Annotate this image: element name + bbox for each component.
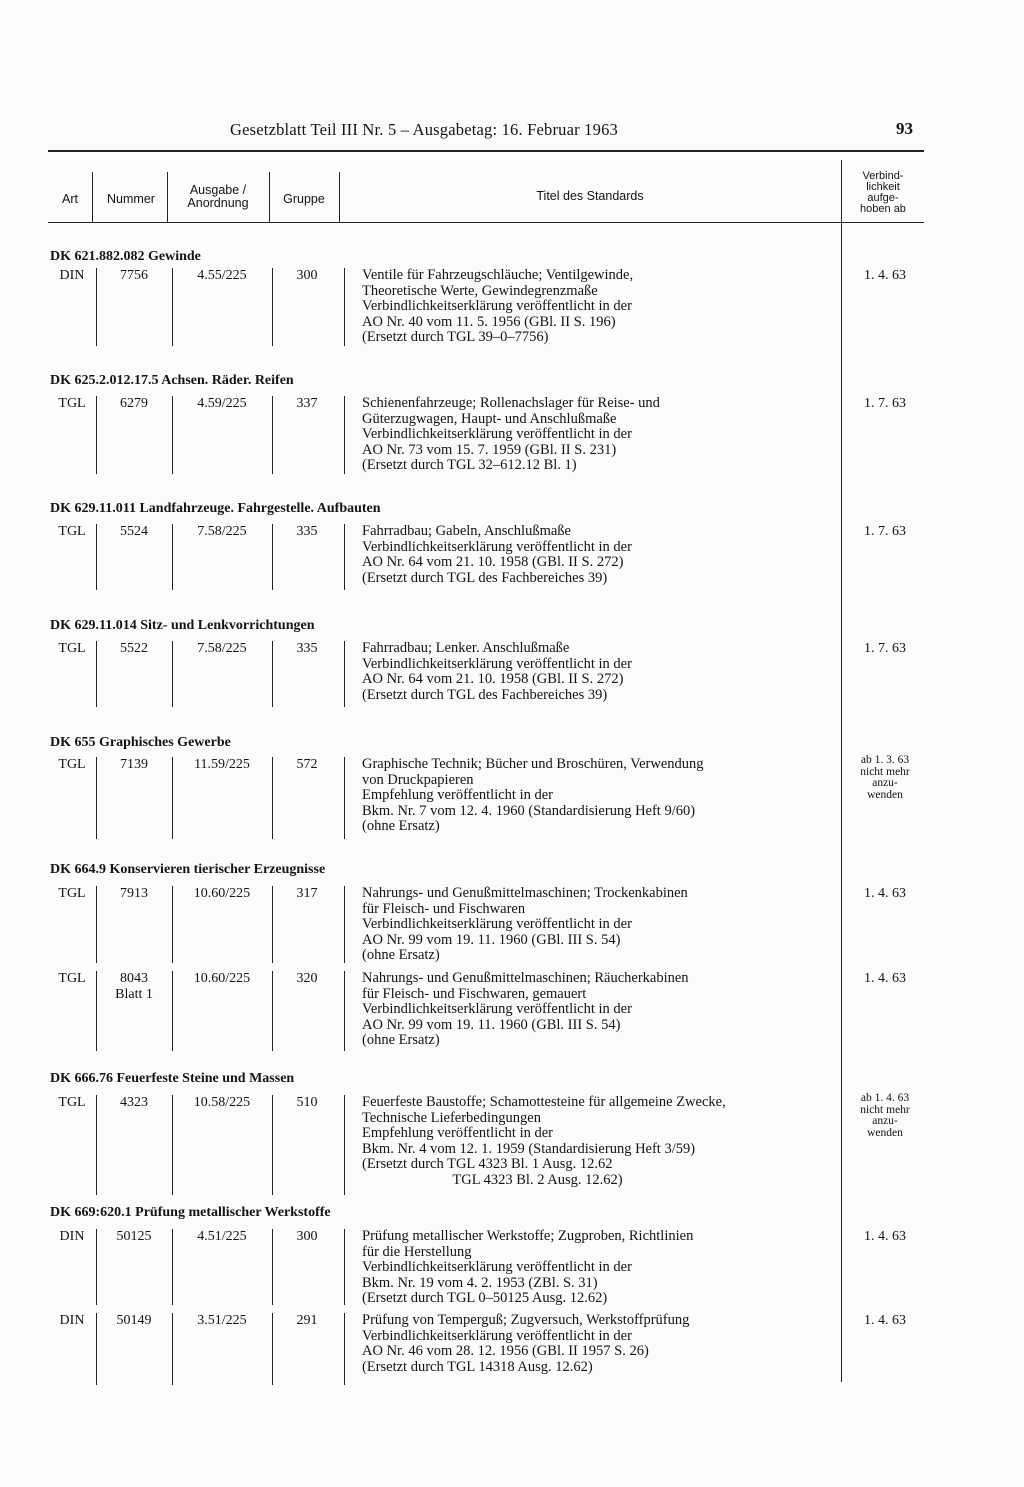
cell-art: TGL (58, 886, 86, 901)
cell-gruppe: 335 (296, 524, 318, 539)
cell-ausgabe: 10.58/225 (193, 1095, 251, 1110)
table-header-rule (48, 222, 924, 223)
column-divider (172, 757, 173, 839)
column-divider (172, 886, 173, 963)
cell-gruppe: 317 (296, 886, 318, 901)
cell-ausgabe: 7.58/225 (197, 524, 247, 539)
cell-ausgabe: 10.60/225 (193, 886, 251, 901)
column-divider (272, 757, 273, 839)
column-divider (96, 971, 97, 1051)
cell-gruppe: 510 (296, 1095, 318, 1110)
cell-titel: Nahrungs- und Genußmittelmaschinen; Räucherkabinen für Fleisch- und Fischwaren, gemauert Verbindlichkeitserklärung veröffentlicht in der AO Nr. 99 vom 19. 11. 1960 (GBl. III S. 54) (ohne Ersatz) (362, 970, 689, 1049)
cell-titel: Prüfung von Temperguß; Zugversuch, Werkstoffprüfung Verbindlichkeitserklärung veröffentlicht in der AO Nr. 46 vom 28. 12. 1956 (GBl. II 1957 S. 26) (Ersetzt durch TGL 14318 Ausg. 12.62) (362, 1312, 690, 1375)
cell-ausgabe: 4.51/225 (197, 1229, 247, 1244)
column-divider (96, 886, 97, 963)
column-divider (96, 268, 97, 346)
cell-aufgehoben: 1. 4. 63 (864, 1313, 906, 1328)
column-divider (172, 641, 173, 707)
column-divider (344, 641, 345, 707)
cell-ausgabe: 4.55/225 (197, 268, 247, 283)
header-rule (48, 150, 924, 152)
column-divider (344, 1095, 345, 1195)
cell-aufgehoben: ab 1. 4. 63 nicht mehr anzu- wenden (860, 1092, 910, 1139)
column-header-titel: Titel des Standards (536, 189, 644, 203)
cell-titel: Nahrungs- und Genußmittelmaschinen; Trockenkabinen für Fleisch- und Fischwaren Verbindlichkeitserklärung veröffentlicht in der AO Nr. 99 vom 19. 11. 1960 (GBl. III S. 54) (ohne Ersatz) (362, 885, 688, 964)
column-divider (272, 1229, 273, 1305)
group-title: DK 625.2.012.17.5 Achsen. Räder. Reifen (50, 373, 294, 388)
header-divider (92, 172, 93, 222)
group-title: DK 655 Graphisches Gewerbe (50, 735, 231, 750)
cell-nummer: 8043 Blatt 1 (115, 971, 153, 1002)
column-divider (172, 1313, 173, 1385)
column-divider (96, 396, 97, 474)
cell-aufgehoben: ab 1. 3. 63 nicht mehr anzu- wenden (860, 754, 910, 801)
column-header-gruppe: Gruppe (283, 192, 325, 206)
cell-gruppe: 300 (296, 1229, 318, 1244)
column-divider (172, 524, 173, 590)
column-divider (96, 1095, 97, 1195)
cell-nummer: 6279 (120, 396, 148, 411)
column-divider (96, 757, 97, 839)
cell-nummer: 7139 (120, 757, 148, 772)
column-divider (172, 268, 173, 346)
cell-gruppe: 320 (296, 971, 318, 986)
cell-titel: Graphische Technik; Bücher und Broschüren, Verwendung von Druckpapieren Empfehlung veröffentlicht in der Bkm. Nr. 7 vom 12. 4. 1960 (Standardisierung Heft 9/60) (ohne Ersatz) (362, 756, 704, 835)
cell-nummer: 4323 (120, 1095, 148, 1110)
cell-aufgehoben: 1. 4. 63 (864, 1229, 906, 1244)
column-divider (272, 1313, 273, 1385)
cell-gruppe: 337 (296, 396, 318, 411)
page-header-title: Gesetzblatt Teil III Nr. 5 – Ausgabetag: 16. Februar 1963 (230, 120, 618, 139)
cell-ausgabe: 7.58/225 (197, 641, 247, 656)
column-divider (96, 1313, 97, 1385)
cell-art: TGL (58, 524, 86, 539)
cell-titel: Fahrradbau; Lenker. Anschlußmaße Verbindlichkeitserklärung veröffentlicht in der AO Nr. 64 vom 21. 10. 1958 (GBl. II S. 272) (Ersetzt durch TGL des Fachbereiches 39) (362, 640, 632, 703)
cell-titel: Feuerfeste Baustoffe; Schamottesteine für allgemeine Zwecke, Technische Lieferbedingungen Empfehlung veröffentlicht in der Bkm. Nr. 4 vom 12. 1. 1959 (Standardisierung Heft 3/59) (Ersetzt durch TGL 4323 Bl. 1 Ausg. 12.62 TGL 4323 Bl. 2 Ausg. 12.62) (362, 1094, 726, 1188)
column-divider (344, 268, 345, 346)
cell-titel: Schienenfahrzeuge; Rollenachslager für Reise- und Güterzugwagen, Haupt- und Anschlußmaße Verbindlichkeitserklärung veröffentlicht in der AO Nr. 73 vom 15. 7. 1959 (GBl. II S. 231) (Ersetzt durch TGL 32–612.12 Bl. 1) (362, 395, 660, 474)
cell-titel: Fahrradbau; Gabeln, Anschlußmaße Verbindlichkeitserklärung veröffentlicht in der AO Nr. 64 vom 21. 10. 1958 (GBl. II S. 272) (Ersetzt durch TGL des Fachbereiches 39) (362, 523, 632, 586)
cell-art: DIN (59, 1313, 85, 1328)
cell-aufgehoben: 1. 7. 63 (864, 396, 906, 411)
column-divider (272, 886, 273, 963)
cell-art: TGL (58, 641, 86, 656)
column-divider (272, 641, 273, 707)
cell-art: TGL (58, 396, 86, 411)
cell-nummer: 7913 (120, 886, 148, 901)
column-divider (172, 971, 173, 1051)
column-divider (272, 268, 273, 346)
cell-gruppe: 300 (296, 268, 318, 283)
cell-ausgabe: 4.59/225 (197, 396, 247, 411)
cell-nummer: 50149 (116, 1313, 152, 1328)
column-divider (96, 1229, 97, 1305)
cell-nummer: 50125 (116, 1229, 152, 1244)
column-divider (344, 1313, 345, 1385)
cell-nummer: 5524 (120, 524, 148, 539)
group-title: DK 621.882.082 Gewinde (50, 249, 201, 264)
column-header-nummer: Nummer (107, 192, 155, 206)
cell-art: TGL (58, 757, 86, 772)
cell-aufgehoben: 1. 4. 63 (864, 971, 906, 986)
column-header-ausgabe: Ausgabe / Anordnung (187, 183, 249, 210)
cell-aufgehoben: 1. 4. 63 (864, 886, 906, 901)
cell-titel: Prüfung metallischer Werkstoffe; Zugproben, Richtlinien für die Herstellung Verbindlichkeitserklärung veröffentlicht in der Bkm. Nr. 19 vom 4. 2. 1953 (ZBl. S. 31) (Ersetzt durch TGL 0–50125 Ausg. 12.62) (362, 1228, 694, 1307)
column-divider (344, 396, 345, 474)
column-divider (272, 396, 273, 474)
page-number: 93 (896, 119, 913, 138)
column-divider (96, 641, 97, 707)
cell-art: TGL (58, 1095, 86, 1110)
cell-gruppe: 572 (296, 757, 318, 772)
column-divider (272, 971, 273, 1051)
cell-gruppe: 335 (296, 641, 318, 656)
group-title: DK 629.11.014 Sitz- und Lenkvorrichtungen (50, 618, 315, 633)
column-divider (172, 396, 173, 474)
column-divider (96, 524, 97, 590)
header-divider (269, 172, 270, 222)
column-divider (344, 971, 345, 1051)
cell-ausgabe: 3.51/225 (197, 1313, 247, 1328)
column-header-verbindlichkeit: Verbind- lichkeit aufge- hoben ab (860, 170, 906, 215)
cell-art: DIN (59, 1229, 85, 1244)
column-divider (344, 886, 345, 963)
column-divider (344, 757, 345, 839)
group-title: DK 629.11.011 Landfahrzeuge. Fahrgestelle. Aufbauten (50, 501, 381, 516)
cell-art: TGL (58, 971, 86, 986)
cell-titel: Ventile für Fahrzeugschläuche; Ventilgewinde, Theoretische Werte, Gewindegrenzmaße Verbindlichkeitserklärung veröffentlicht in der AO Nr. 40 vom 11. 5. 1956 (GBl. II S. 196) (Ersetzt durch TGL 39–0–7756) (362, 267, 634, 346)
cell-aufgehoben: 1. 7. 63 (864, 524, 906, 539)
column-header-art: Art (62, 192, 78, 206)
column-divider (272, 1095, 273, 1195)
cell-gruppe: 291 (296, 1313, 318, 1328)
column-divider (272, 524, 273, 590)
group-title: DK 666.76 Feuerfeste Steine und Massen (50, 1071, 295, 1086)
cell-nummer: 5522 (120, 641, 148, 656)
column-divider (172, 1229, 173, 1305)
column-divider (172, 1095, 173, 1195)
header-divider (339, 172, 340, 222)
cell-aufgehoben: 1. 7. 63 (864, 641, 906, 656)
cell-art: DIN (59, 268, 85, 283)
cell-aufgehoben: 1. 4. 63 (864, 268, 906, 283)
column-divider (344, 524, 345, 590)
cell-nummer: 7756 (120, 268, 148, 283)
right-column-divider (841, 160, 842, 1382)
group-title: DK 664.9 Konservieren tierischer Erzeugnisse (50, 862, 326, 877)
column-divider (344, 1229, 345, 1305)
cell-ausgabe: 10.60/225 (193, 971, 251, 986)
group-title: DK 669:620.1 Prüfung metallischer Werkstoffe (50, 1205, 331, 1220)
cell-ausgabe: 11.59/225 (194, 757, 250, 772)
header-divider (167, 172, 168, 222)
